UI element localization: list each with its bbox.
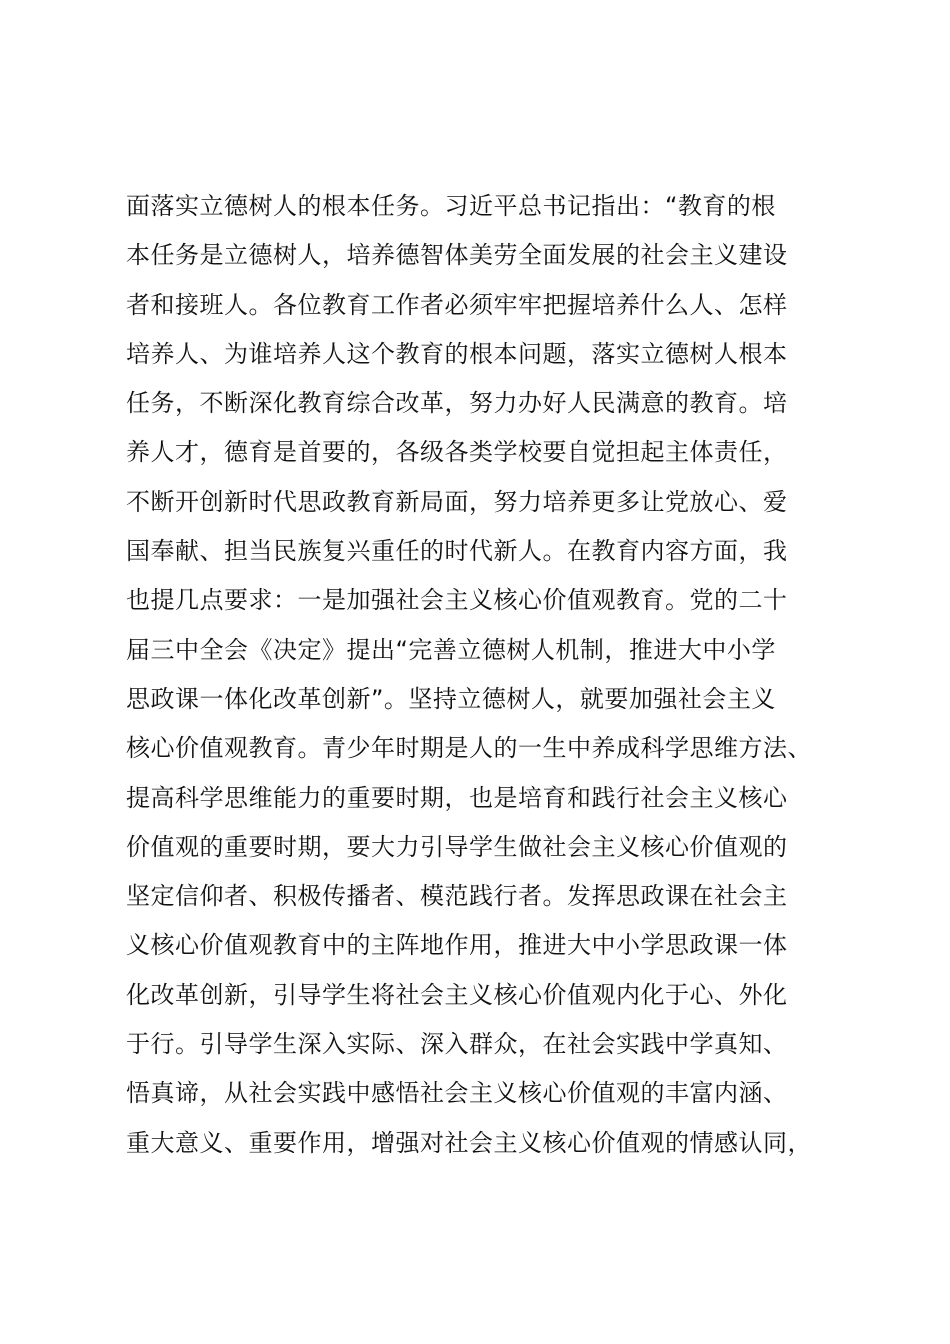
text-line: 提高科学思维能力的重要时期，也是培育和践行社会主义核心 bbox=[126, 783, 788, 812]
text-line: 价值观的重要时期，要大力引导学生做社会主义核心价值观的 bbox=[126, 832, 788, 861]
text-line: 坚定信仰者、积极传播者、模范践行者。发挥思政课在社会主 bbox=[126, 882, 788, 911]
text-line: 义核心价值观教育中的主阵地作用，推进大中小学思政课一体 bbox=[126, 931, 788, 960]
text-line: 思政课一体化改革创新”。坚持立德树人，就要加强社会主义 bbox=[126, 684, 776, 713]
text-line: 培养人、为谁培养人这个教育的根本问题，落实立德树人根本 bbox=[126, 339, 788, 368]
text-line: 国奉献、担当民族复兴重任的时代新人。在教育内容方面，我 bbox=[126, 537, 788, 566]
text-line: 届三中全会《决定》提出“完善立德树人机制，推进大中小学 bbox=[126, 635, 776, 664]
text-line: 于行。引导学生深入实际、深入群众，在社会实践中学真知、 bbox=[126, 1030, 788, 1059]
text-line: 核心价值观教育。青少年时期是人的一生中养成科学思维方法、 bbox=[126, 734, 812, 763]
text-line: 重大意义、重要作用，增强对社会主义核心价值观的情感认同， bbox=[126, 1128, 812, 1157]
text-line: 悟真谛，从社会实践中感悟社会主义核心价值观的丰富内涵、 bbox=[126, 1079, 788, 1108]
text-line: 不断开创新时代思政教育新局面，努力培养更多让党放心、爱 bbox=[126, 487, 788, 516]
text-line: 也提几点要求：一是加强社会主义核心价值观教育。党的二十 bbox=[126, 586, 788, 615]
body-paragraph bbox=[126, 182, 856, 1168]
text-line: 面落实立德树人的根本任务。习近平总书记指出：“教育的根 bbox=[126, 192, 776, 220]
text-line: 本任务是立德树人，培养德智体美劳全面发展的社会主义建设 bbox=[126, 241, 788, 270]
text-line: 任务，不断深化教育综合改革，努力办好人民满意的教育。培 bbox=[126, 389, 788, 418]
text-line: 养人才，德育是首要的，各级各类学校要自觉担起主体责任， bbox=[126, 438, 788, 467]
text-line: 者和接班人。各位教育工作者必须牢牢把握培养什么人、怎样 bbox=[126, 290, 788, 319]
text-line: 化改革创新，引导学生将社会主义核心价值观内化于心、外化 bbox=[126, 980, 788, 1009]
